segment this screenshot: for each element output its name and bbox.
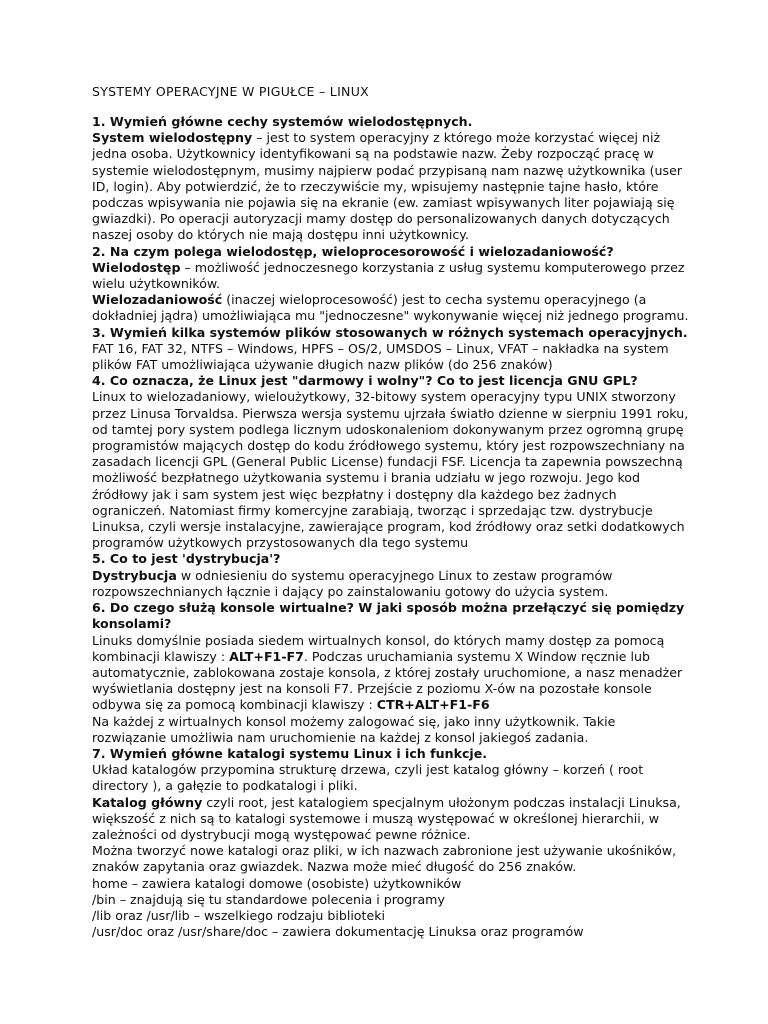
- question-6: 6. Do czego służą konsole wirtualne? W jaki sposób można przełączyć się pomiędzy konsolami?: [92, 600, 685, 632]
- term-wielozadaniowosc: Wielozadaniowość: [92, 292, 223, 308]
- answer-3: FAT 16, FAT 32, NTFS – Windows, HPFS – OS/2, UMSDOS – Linux, VFAT – nakładka na system plików FAT umożliwiająca używanie długich nazw plików (do 256 znaków): [92, 340, 669, 373]
- question-5: 5. Co to jest 'dystrybucja'?: [92, 551, 281, 567]
- answer-4: Linux to wielozadaniowy, wieloużytkowy, 32-bitowy system operacyjny typu UNIX stworzony przez Linusa Torvaldsa. Pierwsza wersja systemu ujrzała światło dzienne w sierpniu 1991 roku, od tamtej pory system podlega licznym udoskonaleniom dokonywanym przez ogromną grupę programistów mających dostęp do kodu źródłowego systemu, który jest rozpowszechniany na zasadach licencji GPL (General Public License) fundacji FSF. Licencja ta zapewnia powszechną możliwość bezpłatnego użytkowania systemu i brania udziału w jego rozwoju. Jego kod źródłowy jak i sam system jest więc bezpłatny i dostępny dla każdego bez żadnych ograniczeń. Natomiast firmy komercyjne zarabiają, tworząc i sprzedając tzw. dystrybucje Linuksa, czyli wersje instalacyjne, zawierające program, kod źródłowy oraz setki dodatkowych programów użytkowych przystosowanych dla tego systemu: [92, 389, 689, 551]
- answer-6: [92, 633, 692, 714]
- question-7: 7. Wymień główne katalogi systemu Linux i ich funkcje.: [92, 745, 488, 761]
- term-wielodostep: Wielodostęp: [92, 259, 181, 275]
- document-title: SYSTEMY OPERACYJNE W PIGUŁCE – LINUX: [92, 84, 370, 99]
- question-3: 3. Wymień kilka systemów plików stosowanych w różnych systemach operacyjnych.: [92, 324, 688, 340]
- directory-line: /lib oraz /usr/lib – wszelkiego rodzaju biblioteki: [92, 907, 385, 923]
- answer-7a: Układ katalogów przypomina strukturę drzewa, czyli jest katalog główny – korzeń ( root directory ), a gałęzie to podkatalogi i pliki.: [92, 762, 644, 794]
- answer-5: [92, 568, 692, 600]
- answer-2b: [92, 292, 692, 324]
- key-combo-ctr-alt-f1-f6: CTR+ALT+F1-F6: [376, 697, 490, 713]
- question-4: 4. Co oznacza, że Linux jest "darmowy i wolny"? Co to jest licencja GNU GPL?: [92, 373, 638, 389]
- answer-7b: [92, 795, 692, 844]
- answer-6-text-2: . Podczas uruchamiania systemu X Window ręcznie lub automatycznie, zablokowana zostaje konsola, z której zostały uruchomione, a nasz menadżer wyświetlania dostępny jest na konsoli F7. Przejście z poziomu X-ów na pozostałe konsole odbywa się za pomocą kombinacji klawiszy :: [92, 648, 683, 713]
- directory-line: /usr/doc oraz /usr/share/doc – zawiera dokumentację Linuksa oraz programów: [92, 924, 584, 940]
- term-system-wielodostepny: System wielodostępny: [92, 130, 253, 146]
- answer-1-text: – jest to system operacyjny z którego może korzystać więcej niż jedna osoba. Użytkownicy identyfikowani są na podstawie nazw. Żeby rozpocząć pracę w systemie wielodostępnym, musimy najpierw podać przypisaną nam nazwę użytkownika (user ID, login). Aby potwierdzić, że to rzeczywiście my, wpisujemy następnie tajne hasło, które podczas wpisywania nie pojawia się na ekranie (ew. zamiast wpisywanych liter pojawiają się gwiazdki). Po operacji autoryzacji mamy dostęp do personalizowanych danych dotyczących naszej osoby do których nie mają dostępu inni użytkownicy.: [92, 130, 682, 243]
- answer-7b-text: czyli root, jest katalogiem specjalnym ułożonym podczas instalacji Linuksa, większość z nich są to katalogi systemowe i muszą występować w określonej hierarchii, w zależności od dystrybucji mogą występować pewne różnice.: [92, 794, 681, 842]
- term-dystrybucja: Dystrybucja: [92, 567, 177, 583]
- answer-1: [92, 130, 692, 243]
- document-body: [92, 114, 692, 940]
- answer-6b: Na każdej z wirtualnych konsol możemy zalogować się, jako inny użytkownik. Takie rozwiązanie umożliwia nam uruchomienie na każdej z konsol jakiegoś zadania.: [92, 713, 616, 745]
- document-page: [92, 84, 692, 940]
- key-combo-alt-f1-f7: ALT+F1-F7: [229, 648, 304, 664]
- question-1: 1. Wymień główne cechy systemów wielodostępnych.: [92, 114, 473, 129]
- answer-2a-text: – możliwość jednoczesnego korzystania z usług systemu komputerowego przez wielu użytkowników.: [92, 259, 685, 292]
- question-2: 2. Na czym polega wielodostęp, wieloprocesorowość i wielozadaniowość?: [92, 243, 614, 259]
- answer-5-text: w odniesieniu do systemu operacyjnego Linux to zestaw programów rozpowszechnianych łącznie i dający po zainstalowaniu gotowy do użycia system.: [92, 567, 613, 599]
- answer-7c: Można tworzyć nowe katalogi oraz pliki, w ich nazwach zabronione jest używanie ukośników, znaków zapytania oraz gwiazdek. Nazwa może mieć długość do 256 znaków.: [92, 843, 677, 875]
- directory-line: home – zawiera katalogi domowe (osobiste) użytkowników: [92, 875, 462, 891]
- answer-2a: [92, 260, 692, 292]
- term-katalog-glowny: Katalog główny: [92, 794, 203, 810]
- answer-6-text-1: Linuks domyślnie posiada siedem wirtualnych konsol, do których mamy dostęp za pomocą kombinacji klawiszy :: [92, 632, 665, 664]
- directory-line: /bin – znajdują się tu standardowe polecenia i programy: [92, 891, 445, 907]
- answer-2b-text: (inaczej wieloprocesowość) jest to cecha systemu operacyjnego (a dokładniej jądra) umożliwiająca mu "jednoczesne" wykonywanie więcej niż jednego programu.: [92, 292, 689, 324]
